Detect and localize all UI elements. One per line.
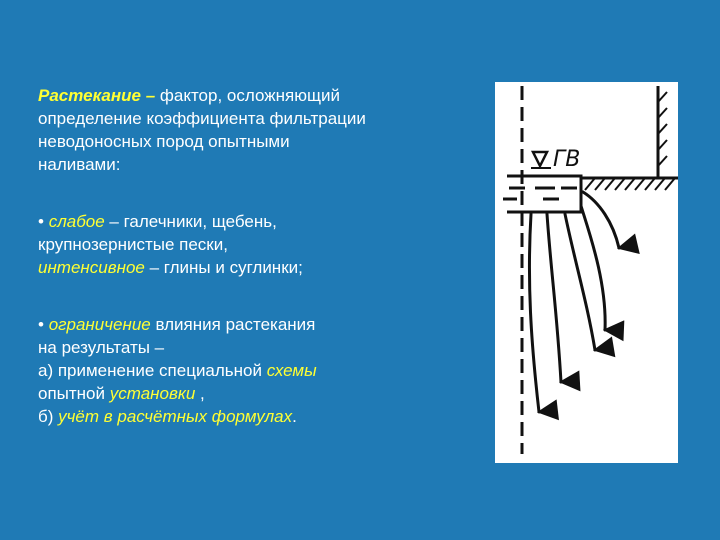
text-block <box>38 84 478 462</box>
item-a-text: а) применение специальной <box>38 361 267 380</box>
bullet-limitation <box>38 313 478 428</box>
intro-paragraph <box>38 84 478 176</box>
item-a2-highlight: установки <box>109 384 196 403</box>
flow-arrows <box>529 192 619 412</box>
intro-line-1: фактор, осложняющий <box>155 86 340 105</box>
bullet-marker: • <box>38 212 44 231</box>
water-level-triangle <box>533 152 547 166</box>
infiltration-pit <box>507 176 581 212</box>
item-a2-end: , <box>195 384 205 403</box>
item-a2-text: опытной <box>38 384 110 403</box>
item-b-text: б) <box>38 407 59 426</box>
item-b-end: . <box>292 407 297 426</box>
ground-hatching <box>585 178 675 190</box>
item-b-highlight: учёт в расчётных формулах <box>58 407 293 426</box>
spreading-diagram <box>495 82 678 463</box>
term-spreading: Растекание – <box>38 86 156 105</box>
weak-text: – галечники, щебень, <box>104 212 277 231</box>
flow-arrow-1 <box>529 214 539 412</box>
limit-label: ограничение <box>48 315 151 334</box>
intro-line-4: наливами: <box>38 155 121 174</box>
gv-label: ГВ <box>553 147 581 172</box>
intro-line-2: определение коэффициента фильтрации <box>38 109 366 128</box>
flow-arrow-4 <box>581 206 605 330</box>
weak-text-line-2: крупнозернистые пески, <box>38 235 228 254</box>
bullet-intensity <box>38 210 478 279</box>
intense-label: интенсивное <box>38 258 145 277</box>
intro-line-3: неводоносных пород опытными <box>38 132 290 151</box>
weak-label: слабое <box>48 212 105 231</box>
intense-text: – глины и суглинки; <box>144 258 303 277</box>
diagram-svg <box>495 82 678 463</box>
water-level-dashes <box>503 188 577 199</box>
flow-arrow-5 <box>583 192 619 248</box>
limit-text: влияния растекания <box>150 315 316 334</box>
limit-text-line-2: на результаты – <box>38 338 165 357</box>
item-a-highlight: схемы <box>266 361 317 380</box>
bullet-marker: • <box>38 315 44 334</box>
flow-arrow-2 <box>547 214 561 382</box>
